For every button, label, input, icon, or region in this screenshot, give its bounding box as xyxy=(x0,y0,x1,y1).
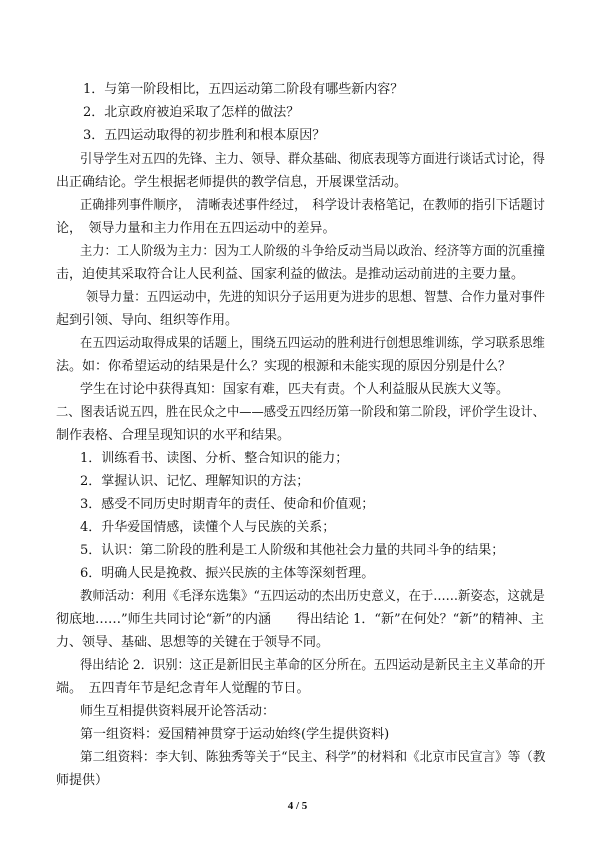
page-number: 4 / 5 xyxy=(287,800,308,812)
question-3: 3．五四运动取得的初步胜利和根本原因？ xyxy=(83,128,326,143)
paragraph-results-line-1: 在五四运动取得成果的话题上，围绕五四运动的胜利进行创想思维训练，学习联系思维 xyxy=(80,336,545,351)
paragraph-main-force-line-1: 主力：工人阶级为主力：因为工人阶级的斗争给反动当局以政治、经济等方面的沉重撞 xyxy=(80,244,545,259)
paragraph-sequence-line-1: 正确排列事件顺序， 清晰表述事件经过， 科学设计表格笔记，在教师的指引下话题讨 xyxy=(80,198,545,213)
teacher-activity-line-3: 力、领导、基础、思想等的关键在于领导不同。 xyxy=(56,635,330,650)
section-two-heading-line-2: 制作表格、合理呈现知识的水平和结果。 xyxy=(56,428,291,443)
objective-1: 1．训练看书、读图、分析、整合知识的能力； xyxy=(80,451,349,466)
paragraph-results-line-2: 法。如：你希望运动的结果是什么？实现的根源和未能实现的原因分别是什么？ xyxy=(56,359,512,374)
material-group-2-line-1: 第二组资料：李大钊、陈独秀等关于“民主、科学”的材料和《北京市民宣言》等（教 xyxy=(80,750,546,765)
objective-5: 5．认识：第二阶段的胜利是工人阶级和其他社会力量的共同斗争的结果； xyxy=(80,543,505,558)
paragraph-leadership-line-1: 领导力量：五四运动中，先进的知识分子运用更为进步的思想、智慧、合作力量对事件 xyxy=(86,290,545,305)
question-2: 2．北京政府被迫采取了怎样的做法？ xyxy=(83,105,300,120)
section-two-heading-line-1: 二、图表话说五四，胜在民众之中——感受五四经历第一阶段和第二阶段，评价学生设计、 xyxy=(56,405,545,420)
objective-3: 3．感受不同历史时期青年的责任、使命和价值观； xyxy=(80,497,375,512)
material-group-1: 第一组资料：爱国精神贯穿于运动始终(学生提供资料) xyxy=(80,727,390,742)
paragraph-guide-line-1: 引导学生对五四的先锋、主力、领导、群众基础、彻底表现等方面进行谈话式讨论，得 xyxy=(80,152,545,167)
teacher-activity-line-2: 彻底地……”师生共同讨论“新”的内涵 得出结论 1．“新”在何处？“新”的精神、主 xyxy=(56,612,544,627)
conclusion-2-line-2: 端。 五四青年节是纪念青年人觉醒的节日。 xyxy=(56,681,310,696)
paragraph-guide-line-2: 出正确结论。学生根据老师提供的教学信息，开展课堂活动。 xyxy=(56,175,408,190)
paragraph-sequence-line-2: 论， 领导力量和主力作用在五四运动中的差异。 xyxy=(56,221,336,236)
material-group-2-line-2: 师提供） xyxy=(56,773,109,788)
mutual-materials-heading: 师生互相提供资料展开论答活动： xyxy=(80,704,276,719)
paragraph-main-force-line-2: 击，迫使其采取符合让人民利益、国家利益的做法。是推动运动前进的主要力量。 xyxy=(56,267,525,282)
objective-4: 4．升华爱国情感，读懂个人与民族的关系； xyxy=(80,520,336,535)
paragraph-student-insight: 学生在讨论中获得真知：国家有难，匹夫有责。个人利益服从民族大义等。 xyxy=(80,382,510,397)
objective-2: 2．掌握认识、记忆、理解知识的方法； xyxy=(80,474,310,489)
question-1: 1．与第一阶段相比，五四运动第二阶段有哪些新内容？ xyxy=(83,82,404,97)
teacher-activity-line-1: 教师活动：利用《毛泽东选集》“五四运动的杰出历史意义，在于……新姿态，这就是 xyxy=(80,589,545,604)
objective-6: 6．明确人民是挽救、振兴民族的主体等深刻哲理。 xyxy=(80,566,375,581)
paragraph-leadership-line-2: 起到引领、导向、组织等作用。 xyxy=(56,313,239,328)
conclusion-2-line-1: 得出结论 2．识别：这正是新旧民主革命的区分所在。五四运动是新民主主义革命的开 xyxy=(80,658,546,673)
